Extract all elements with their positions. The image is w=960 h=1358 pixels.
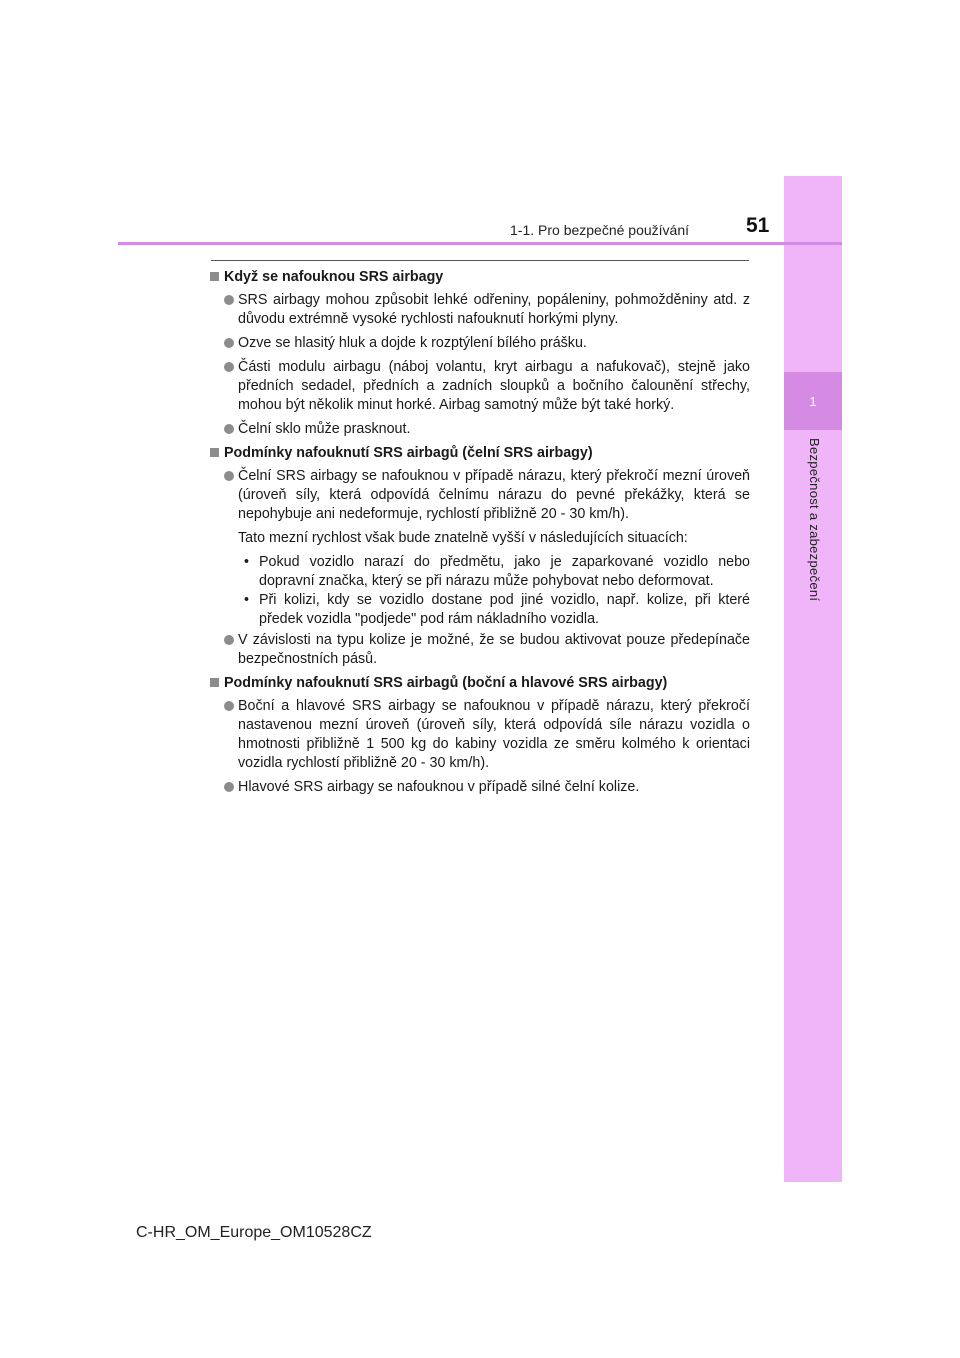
list-item-text: Ozve se hlasitý hluk a dojde k rozptýlení bílého prášku. xyxy=(238,335,587,351)
content-top-rule xyxy=(211,260,749,261)
square-bullet-icon xyxy=(210,448,219,457)
section-title: 1-1. Pro bezpečné používání xyxy=(510,222,690,238)
sub-list-item xyxy=(210,553,750,591)
list-item xyxy=(210,467,750,524)
section-heading xyxy=(210,444,750,463)
list-item-text: V závislosti na typu kolize je možné, že se budou aktivovat pouze předepínače bezpečnostních pásů. xyxy=(238,632,750,667)
sub-list-item-text: Při kolizi, kdy se vozidlo dostane pod jiné vozidlo, např. kolize, při které předek vozidla "podjede" pod rám nákladního vozidla. xyxy=(259,592,750,627)
page-number: 51 xyxy=(746,214,770,237)
sub-list-item-text: Pokud vozidlo narazí do předmětu, jako je zaparkované vozidlo nebo dopravní značka, který se při nárazu může pohybovat nebo deformovat. xyxy=(259,554,750,589)
chapter-number-tab[interactable]: 1 xyxy=(784,372,842,430)
page-content xyxy=(210,266,750,802)
paragraph: Tato mezní rychlost však bude znatelně vyšší v následujících situacích: xyxy=(238,530,688,546)
list-item-text: Části modulu airbagu (náboj volantu, kryt airbagu a nafukovač), stejně jako předních sedadel, předních a zadních sloupků a bočního čalounění střechy, mohou být několik minut horké. Airbag samotný může být také horký. xyxy=(238,359,750,413)
list-item xyxy=(210,778,750,797)
list-item xyxy=(210,334,750,353)
round-bullet-icon xyxy=(224,701,234,711)
list-item xyxy=(210,420,750,439)
round-bullet-icon xyxy=(224,295,234,305)
list-item-text: SRS airbagy mohou způsobit lehké odřeniny, popáleniny, pohmožděniny atd. z důvodu extrémně vysoké rychlosti nafouknutí horkými plyny. xyxy=(238,292,750,327)
sub-list-item xyxy=(210,591,750,629)
section-heading xyxy=(210,268,750,287)
document-code: C-HR_OM_Europe_OM10528CZ xyxy=(136,1224,372,1241)
header-divider xyxy=(118,242,842,245)
section-heading-text: Když se nafouknou SRS airbagy xyxy=(224,269,444,285)
chapter-label: Bezpečnost a zabezpečení xyxy=(807,438,822,602)
list-item-text: Čelní sklo může prasknout. xyxy=(238,421,411,437)
round-bullet-icon xyxy=(224,635,234,645)
side-tab xyxy=(784,176,842,1182)
list-item-text: Čelní SRS airbagy se nafouknou v případě nárazu, který překročí mezní úroveň (úroveň síly, která odpovídá čelnímu nárazu do pevné překážky, která se nepohybuje ani nedeformuje, rychlostí přibližně 20 - 30 km/h). xyxy=(238,468,750,522)
square-bullet-icon xyxy=(210,678,219,687)
list-item xyxy=(210,631,750,669)
list-item-text: Hlavové SRS airbagy se nafouknou v případě silné čelní kolize. xyxy=(238,779,640,795)
list-item xyxy=(210,358,750,415)
section-heading xyxy=(210,674,750,693)
section-heading-text: Podmínky nafouknutí SRS airbagů (boční a hlavové SRS airbagy) xyxy=(224,675,668,691)
round-bullet-icon xyxy=(224,338,234,348)
list-item xyxy=(210,697,750,773)
round-bullet-icon xyxy=(224,362,234,372)
list-item xyxy=(210,291,750,329)
square-bullet-icon xyxy=(210,272,219,281)
section-heading-text: Podmínky nafouknutí SRS airbagů (čelní SRS airbagy) xyxy=(224,445,593,461)
round-bullet-icon xyxy=(224,782,234,792)
round-bullet-icon xyxy=(224,424,234,434)
list-item-text: Boční a hlavové SRS airbagy se nafouknou v případě nárazu, který překročí nastavenou mezní úroveň (úroveň síly, která odpovídá síle nárazu vozidla o hmotnosti přibližně 1 500 kg do kabiny vozidla ze směru kolmého k orientaci vozidla rychlostí přibližně 20 - 30 km/h). xyxy=(238,698,750,771)
dot-marker-icon: • xyxy=(244,592,250,608)
round-bullet-icon xyxy=(224,471,234,481)
dot-marker-icon: • xyxy=(244,554,250,570)
